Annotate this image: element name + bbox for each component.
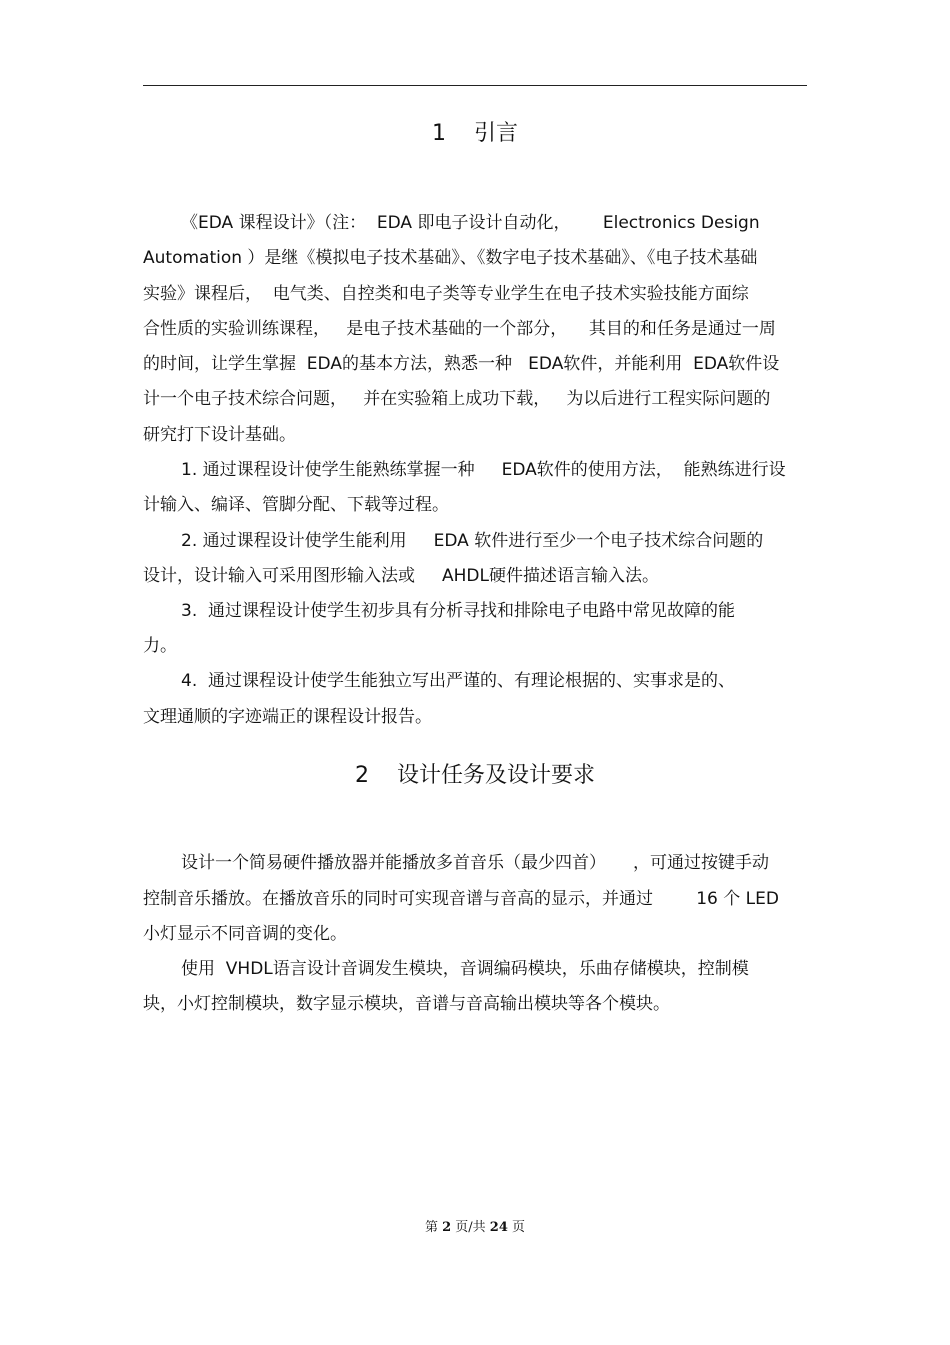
footer-suffix: 页 xyxy=(507,1220,526,1235)
list-item-3-line: 力。 xyxy=(143,636,177,656)
paragraph-line: 计一个电子技术综合问题， 并在实验箱上成功下载， 为以后进行工程实际问题的 xyxy=(143,389,771,409)
paragraph-line: 小灯显示不同音调的变化。 xyxy=(143,924,347,944)
list-item-2-line: 2. 通过课程设计使学生能利用 EDA 软件进行至少一个电子技术综合问题的 xyxy=(181,531,764,551)
section-2-title: 设计任务及设计要求 xyxy=(396,763,595,788)
section-2-number: 2 xyxy=(354,763,369,788)
paragraph-line: 块，小灯控制模块，数字显示模块，音谱与音高输出模块等各个模块。 xyxy=(143,994,670,1014)
paragraph-line: 实验》课程后， 电气类、自控类和电子类等专业学生在电子技术实验技能方面综 xyxy=(143,284,749,304)
list-item-4-line: 文理通顺的字迹端正的课程设计报告。 xyxy=(143,707,432,727)
section-1-title: 引言 xyxy=(473,121,518,146)
current-page-number: 2 xyxy=(442,1220,452,1235)
section-1-number: 1 xyxy=(431,121,446,146)
paragraph-line: 使用 VHDL语言设计音调发生模块，音调编码模块，乐曲存储模块，控制模 xyxy=(181,959,749,979)
paragraph-line: 《EDA 课程设计》（注： EDA 即电子设计自动化， Electronics Design xyxy=(181,213,760,233)
paragraph-line: 的时间，让学生掌握 EDA的基本方法，熟悉一种 EDA软件，并能利用 EDA软件设 xyxy=(143,354,780,374)
paragraph-line: 研究打下设计基础。 xyxy=(143,425,296,445)
footer-prefix: 第 xyxy=(424,1220,443,1235)
header-rule xyxy=(143,85,807,86)
paragraph-line: 设计一个简易硬件播放器并能播放多首音乐（最少四首） ，可通过按键手动 xyxy=(181,853,770,873)
footer-middle: 页/共 xyxy=(451,1220,490,1235)
section-1-heading xyxy=(143,119,807,149)
paragraph-line: Automation ）是继《模拟电子技术基础》、《数字电子技术基础》、《电子技术基础 xyxy=(143,248,758,268)
list-item-1-line: 1. 通过课程设计使学生能熟练掌握一种 EDA软件的使用方法， 能熟练进行设 xyxy=(181,460,786,480)
list-item-2-line: 设计，设计输入可采用图形输入法或 AHDL硬件描述语言输入法。 xyxy=(143,566,659,586)
list-item-3-line: 3. 通过课程设计使学生初步具有分析寻找和排除电子电路中常见故障的能 xyxy=(181,601,736,621)
paragraph-line: 合性质的实验训练课程， 是电子技术基础的一个部分， 其目的和任务是通过一周 xyxy=(143,319,776,339)
total-page-number: 24 xyxy=(489,1220,508,1235)
section-2-heading xyxy=(143,761,807,791)
list-item-1-line: 计输入、编译、管脚分配、下载等过程。 xyxy=(143,495,449,515)
page-footer xyxy=(143,1218,807,1238)
paragraph-line: 控制音乐播放。在播放音乐的同时可实现音谱与音高的显示，并通过 16 个 LED xyxy=(143,889,779,909)
list-item-4-line: 4. 通过课程设计使学生能独立写出严谨的、有理论根据的、实事求是的、 xyxy=(181,671,736,691)
